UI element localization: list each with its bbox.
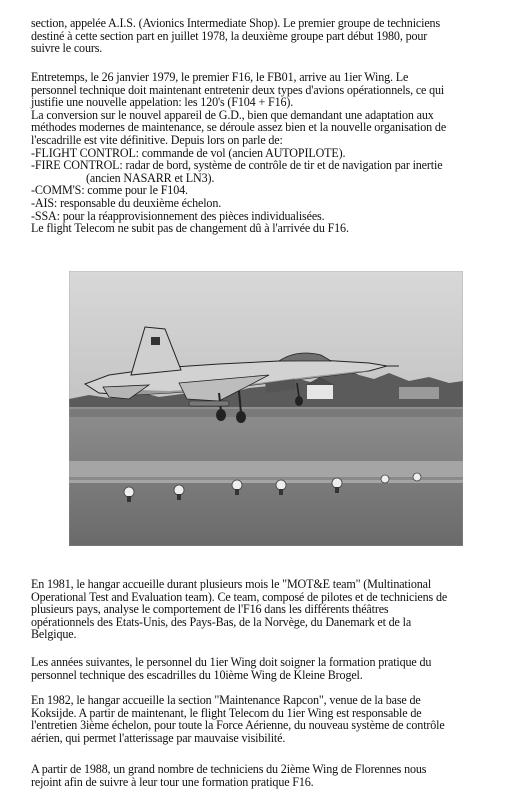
f16-landing-photo — [69, 271, 463, 546]
text-line: Operational Test and Evaluation team). Ce team, composé de pilotes et de techniciens de — [31, 589, 448, 604]
text-line: En 1982, le hangar accueille la section "Maintenance Rapcon", venue de la base de — [31, 693, 421, 707]
paragraph-rapcon — [31, 694, 503, 744]
paragraph-mote-team — [31, 578, 503, 641]
text-line: A partir de 1988, un grand nombre de techniciens du 2ième Wing de Florennes nous — [31, 762, 427, 776]
list-item-flight-control: -FLIGHT CONTROL: commande de vol (ancien AUTOPILOTE). — [31, 145, 346, 160]
paragraph-f16-arrival — [31, 71, 503, 235]
list-item-fire-control-cont: (ancien NASARR et LN3). — [86, 170, 215, 185]
text-line: justifie une nouvelle appelation: les 120's (F104 + F16). — [31, 95, 294, 110]
text-line: l'entretien 3ième échelon, pour toute la Force Aérienne, du nouveau système de contrôle — [31, 718, 445, 733]
text-line: Entretemps, le 26 janvier 1979, le premier F16, le FB01, arrive au 1ier Wing. Le — [31, 70, 409, 84]
list-item-comms: -COMM'S: comme pour le F104. — [31, 183, 188, 198]
text-line: aérien, qui permet l'atterissage par mauvaise visibilité. — [31, 730, 286, 745]
text-line: méthodes modernes de maintenance, se déroule assez bien et la nouvelle organisation de — [31, 120, 447, 135]
text-line: destiné à cette section part en juillet 1978, la deuxième groupe part début 1980, pour — [31, 28, 428, 43]
list-item-ssa: -SSA: pour la réapprovisionnement des pièces individualisées. — [31, 208, 325, 223]
text-line: personnel technique doit maintenant entretenir deux types d'avions opérationnels, ce qui — [31, 82, 445, 97]
text-line: Koksijde. A partir de maintenant, le flight Telecom du 1ier Wing est responsable de — [31, 705, 422, 720]
paragraph-florennes — [31, 763, 503, 788]
list-item-fire-control: -FIRE CONTROL: radar de bord, système de contrôle de tir et de navigation par inertie — [31, 158, 443, 173]
text-line: rejoint afin de suivre à leur tour une formation pratique F16. — [31, 774, 314, 789]
text-line: Le flight Telecom ne subit pas de changement dû à l'arrivée du F16. — [31, 221, 349, 236]
paragraph-ais-section — [31, 17, 503, 55]
paragraph-training — [31, 656, 503, 681]
text-line: Les années suivantes, le personnel du 1ier Wing doit soigner la formation pratique du — [31, 655, 432, 669]
text-line: opérationnels des Etats-Unis, des Pays-Bas, de la Norvège, du Danemark et de la — [31, 614, 412, 629]
text-line: personnel technique des escadrilles du 10ième Wing de Kleine Brogel. — [31, 667, 363, 682]
text-line: plusieurs pays, analyse le comportement de l'F16 dans les différents théâtres — [31, 602, 389, 617]
text-line: section, appelée A.I.S. (Avionics Intermediate Shop). Le premier groupe de techniciens — [31, 16, 441, 30]
list-item-ais: -AIS: responsable du deuxième échelon. — [31, 195, 222, 210]
text-line: suivre le cours. — [31, 41, 103, 56]
text-line: l'escadrille est vite définitive. Depuis lors on parle de: — [31, 132, 283, 147]
text-line: La conversion sur le nouvel appareil de G.D., bien que demandant une adaptation aux — [31, 107, 434, 122]
text-line: Belgique. — [31, 627, 77, 642]
text-line: En 1981, le hangar accueille durant plusieurs mois le "MOT&E team" (Multinational — [31, 577, 432, 591]
